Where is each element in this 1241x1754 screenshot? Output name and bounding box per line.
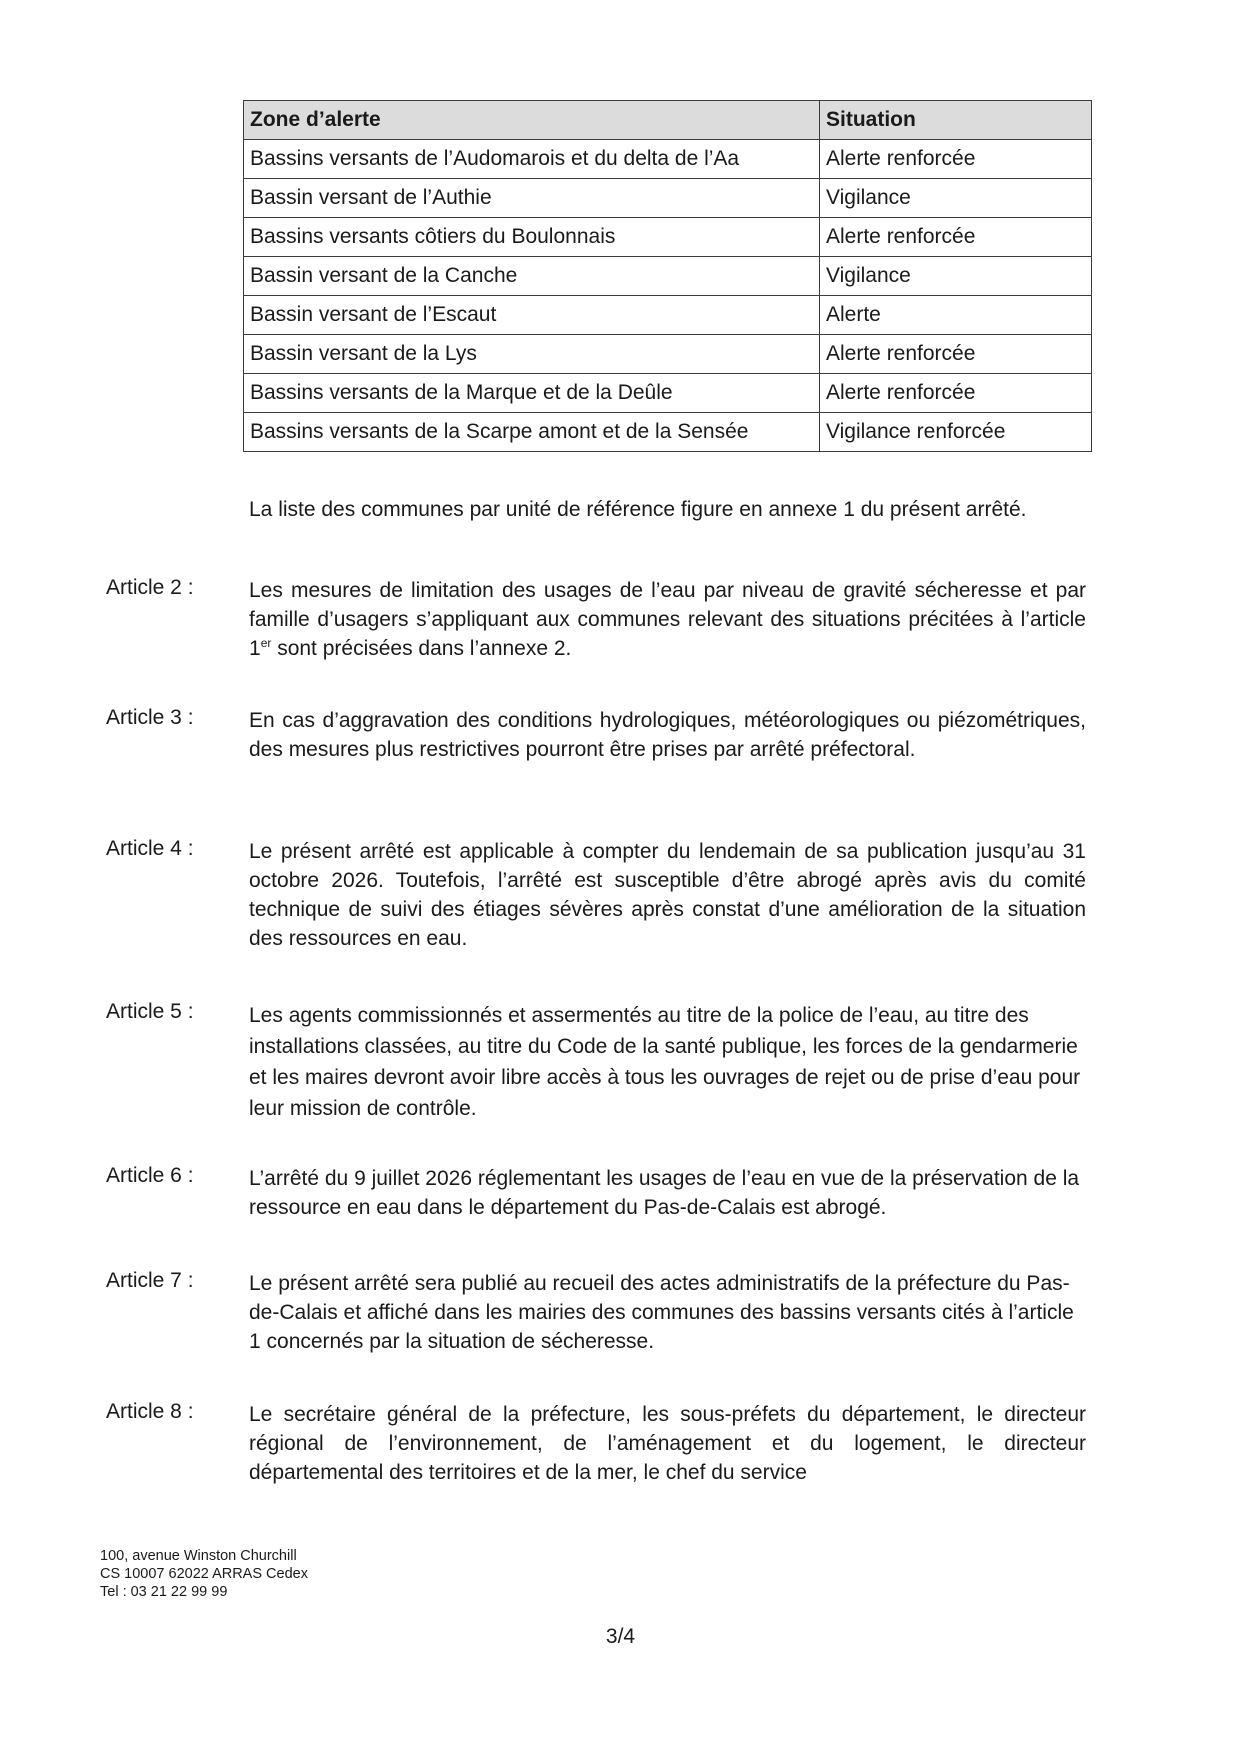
article-label: Article 2 : xyxy=(106,576,194,599)
article-label: Article 5 : xyxy=(106,1000,194,1023)
article-label: Article 4 : xyxy=(106,837,194,860)
phone-line: Tel : 03 21 22 99 99 xyxy=(100,1584,228,1600)
zone-cell: Bassins versants de la Marque et de la Deûle xyxy=(244,374,820,413)
article-label: Article 8 : xyxy=(106,1400,194,1423)
situation-cell: Vigilance renforcée xyxy=(820,413,1092,452)
zone-cell: Bassin versant de la Canche xyxy=(244,257,820,296)
table-row xyxy=(244,179,1092,218)
address-line: CS 10007 62022 ARRAS Cedex xyxy=(100,1566,308,1582)
article-label: Article 7 : xyxy=(106,1269,194,1292)
situation-cell: Vigilance xyxy=(820,257,1092,296)
table-row xyxy=(244,296,1092,335)
column-header-situation: Situation xyxy=(820,101,1092,140)
article-text: En cas d’aggravation des conditions hydrologiques, météorologiques ou piézométriques, des mesures plus restrictives pourront être prises par arrêté préfectoral. xyxy=(249,709,1086,761)
footer-address xyxy=(100,1547,308,1601)
table-row xyxy=(244,335,1092,374)
column-header-zone: Zone d’alerte xyxy=(244,101,820,140)
table-row xyxy=(244,140,1092,179)
annex-note: La liste des communes par unité de référence figure en annexe 1 du présent arrêté. xyxy=(249,498,1027,521)
article-text: Les agents commissionnés et assermentés au titre de la police de l’eau, au titre des installations classées, au titre du Code de la santé publique, les forces de la gendarmerie et les maires devront avoir libre accès à tous les ouvrages de rejet ou de prise d’eau pour leur mission de contrôle. xyxy=(249,1004,1081,1120)
article-text: Le présent arrêté est applicable à compter du lendemain de sa publication jusqu’au 31 octobre 2026. Toutefois, l’arrêté est susceptible d’être abrogé après avis du comité technique de suivi des étiages sévères après constat d’une amélioration de la situation des ressources en eau. xyxy=(249,840,1086,950)
article-text: Le présent arrêté sera publié au recueil des actes administratifs de la préfecture du Pas-de-Calais et affiché dans les mairies des communes des bassins versants cités à l’article 1 concernés par la situation de sécheresse. xyxy=(249,1272,1074,1353)
situation-cell: Alerte xyxy=(820,296,1092,335)
article-text-part: Les mesures de limitation des usages de l’eau par niveau de gravité sécheresse et par famille d’usagers s’appliquant aux communes relevant des situations précitées à l’article 1 xyxy=(249,579,1086,660)
zone-cell: Bassin versant de l’Authie xyxy=(244,179,820,218)
ordinal-superscript: er xyxy=(260,636,272,650)
zone-cell: Bassins versants de la Scarpe amont et de la Sensée xyxy=(244,413,820,452)
address-line: 100, avenue Winston Churchill xyxy=(100,1548,297,1564)
page-number: 3/4 xyxy=(605,1625,636,1648)
zone-cell: Bassins versants côtiers du Boulonnais xyxy=(244,218,820,257)
article-text xyxy=(249,576,1086,663)
zone-cell: Bassin versant de la Lys xyxy=(244,335,820,374)
table-header-row xyxy=(244,101,1092,140)
situation-cell: Vigilance xyxy=(820,179,1092,218)
table-row xyxy=(244,413,1092,452)
article-text: Le secrétaire général de la préfecture, les sous-préfets du département, le directeur régional de l’environnement, de l’aménagement et du logement, le directeur départemental des territoires et de la mer, le chef du service xyxy=(249,1403,1086,1484)
table-row xyxy=(244,374,1092,413)
situation-cell: Alerte renforcée xyxy=(820,335,1092,374)
table-row xyxy=(244,257,1092,296)
article-text: L’arrêté du 9 juillet 2026 réglementant les usages de l’eau en vue de la préservation de la ressource en eau dans le département du Pas-de-Calais est abrogé. xyxy=(249,1167,1080,1219)
situation-cell: Alerte renforcée xyxy=(820,218,1092,257)
alert-zones-table xyxy=(243,100,1092,452)
situation-cell: Alerte renforcée xyxy=(820,374,1092,413)
zone-cell: Bassin versant de l’Escaut xyxy=(244,296,820,335)
table-row xyxy=(244,218,1092,257)
article-label: Article 3 : xyxy=(106,706,194,729)
zone-cell: Bassins versants de l’Audomarois et du delta de l’Aa xyxy=(244,140,820,179)
situation-cell: Alerte renforcée xyxy=(820,140,1092,179)
article-text-part: sont précisées dans l’annexe 2. xyxy=(271,637,572,660)
article-label: Article 6 : xyxy=(106,1164,194,1187)
